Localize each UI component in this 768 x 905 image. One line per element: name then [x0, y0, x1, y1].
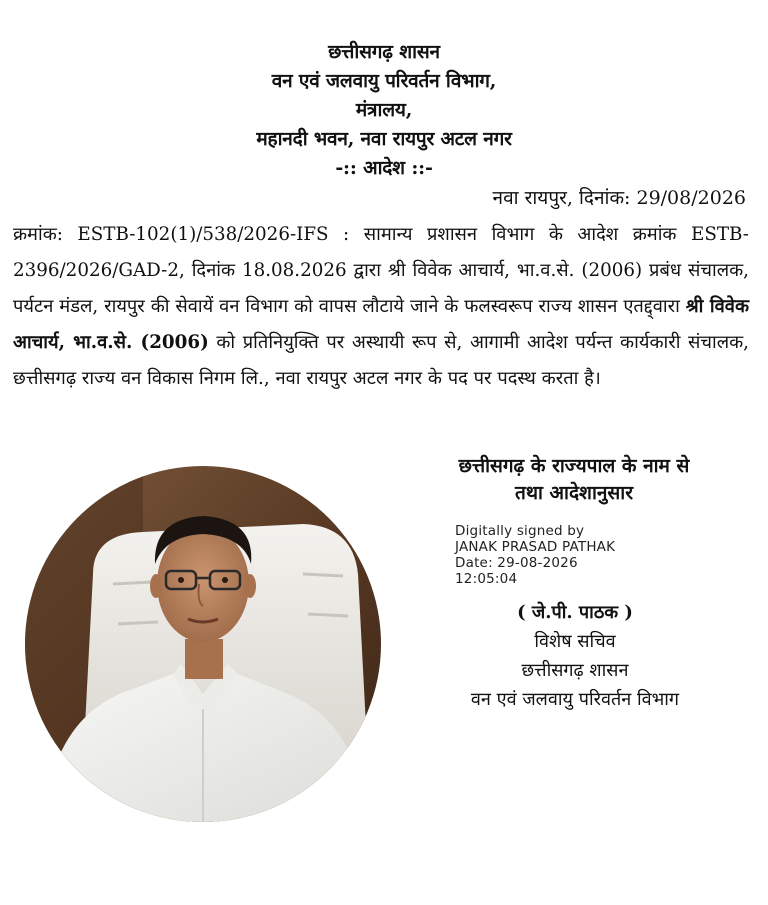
person-portrait-photo — [23, 464, 383, 824]
header-department: वन एवं जलवायु परिवर्तन विभाग, — [271, 70, 497, 92]
governor-line1: छत्तीसगढ़ के राज्यपाल के नाम से — [458, 455, 690, 477]
signatory-designation: विशेष सचिव — [534, 631, 616, 652]
signatory-block — [415, 598, 735, 714]
order-dateline: नवा रायपुर, दिनांक: 29/08/2026 — [492, 187, 746, 209]
order-officer-name: श्री विवेक आचार्य, भा.व.से. (2006) — [13, 296, 749, 353]
document-header — [0, 38, 768, 183]
dsig-time: 12:05:04 — [455, 571, 518, 587]
header-address: महानदी भवन, नवा रायपुर अटल नगर — [256, 128, 512, 150]
signatory-org: छत्तीसगढ़ शासन — [521, 660, 629, 681]
governor-line2: तथा आदेशानुसार — [515, 482, 633, 504]
order-body — [13, 217, 749, 397]
portrait-illustration — [23, 464, 383, 824]
header-government: छत्तीसगढ़ शासन — [328, 41, 440, 63]
dsig-label: Digitally signed by — [455, 523, 585, 539]
order-text-part2: को प्रतिनियुक्ति पर अस्थायी रूप से, आगामी आदेश पर्यन्त कार्यकारी संचालक, छत्तीसगढ़ राज्य वन विकास निगम लि., नवा रायपुर अटल नगर के पद पर पदस्थ करता है। — [13, 332, 749, 389]
order-text-part1: क्रमांक: ESTB-102(1)/538/2026-IFS : सामान्य प्रशासन विभाग के आदेश क्रमांक ESTB-2396/2026/GAD-2, दिनांक 18.08.2026 द्वारा श्री विवेक आचार्य, भा.व.से. (2006) प्रबंध संचालक, पर्यटन मंडल, रायपुर की सेवायें वन विभाग को वापस लौटाये जाने के फलस्वरूप राज्य शासन एतद्द्वारा — [13, 224, 749, 317]
digital-signature-block — [455, 523, 615, 587]
dsig-signer: JANAK PRASAD PATHAK — [455, 539, 616, 555]
dsig-date: Date: 29-08-2026 — [455, 555, 578, 571]
header-order-title: -:: आदेश ::- — [335, 157, 433, 179]
governor-authority — [400, 453, 748, 507]
signatory-name: ( जे.पी. पाठक ) — [517, 602, 633, 623]
header-ministry: मंत्रालय, — [355, 99, 413, 121]
signatory-department: वन एवं जलवायु परिवर्तन विभाग — [470, 689, 680, 710]
